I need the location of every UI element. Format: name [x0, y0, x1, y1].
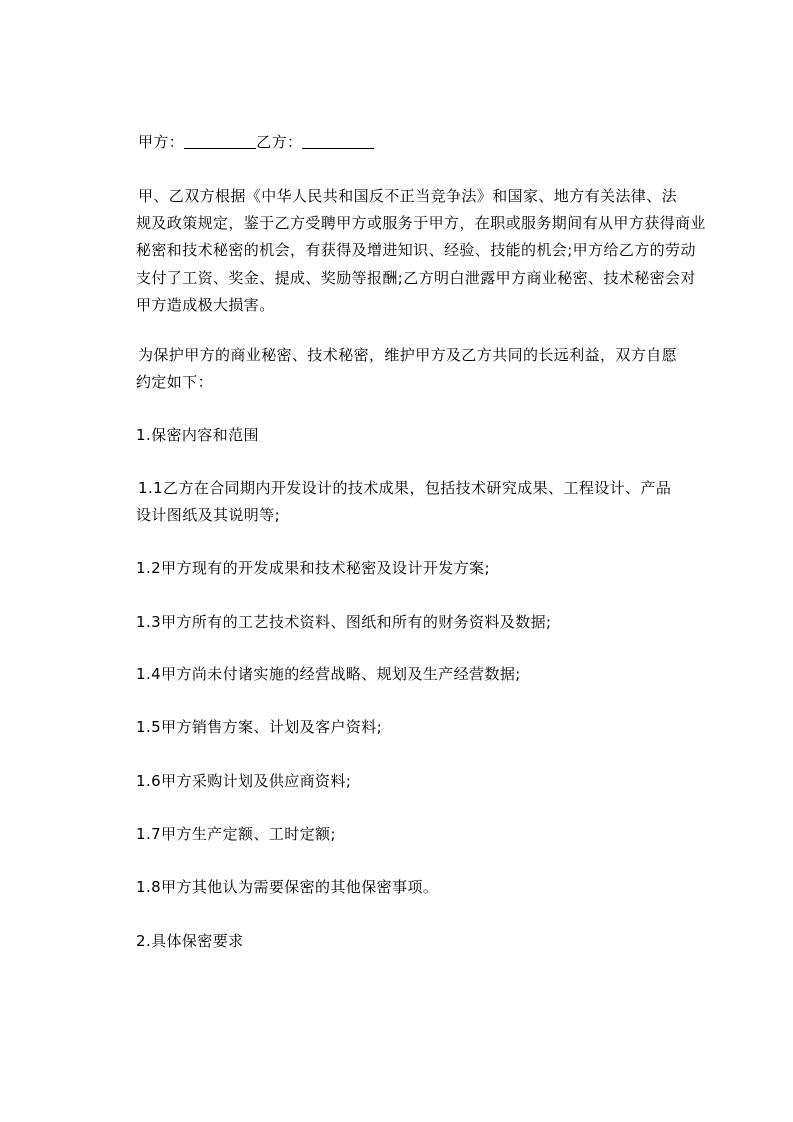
item-1-6: 1.6甲方采购计划及供应商资料; — [136, 772, 352, 790]
intro-line: 规及政策规定，鉴于乙方受聘甲方或服务于甲方，在职或服务期间有从甲方获得商业 — [136, 214, 706, 232]
party-a-label: 甲方： — [138, 133, 185, 151]
intro-line: 支付了工资、奖金、提成、奖励等报酬;乙方明白泄露甲方商业秘密、技术秘密会对 — [136, 269, 696, 287]
item-1-7: 1.7甲方生产定额、工时定额; — [136, 825, 336, 843]
party-a-blank — [184, 134, 256, 149]
parties-line — [138, 132, 374, 152]
item-1-5: 1.5甲方销售方案、计划及客户资料; — [136, 718, 383, 736]
purpose-line: 为保护甲方的商业秘密、技术秘密，维护甲方及乙方共同的长远利益，双方自愿 — [138, 346, 678, 364]
section-2-heading: 2.具体保密要求 — [136, 932, 244, 950]
purpose-line: 约定如下： — [136, 373, 214, 391]
party-b-label: 乙方： — [256, 133, 303, 151]
item-1-1-line: 设计图纸及其说明等; — [136, 506, 281, 524]
item-1-2: 1.2甲方现有的开发成果和技术秘密及设计开发方案; — [136, 559, 490, 577]
item-1-8: 1.8甲方其他认为需要保密的其他保密事项。 — [136, 878, 439, 896]
item-1-1-line: 1.1乙方在合同期内开发设计的技术成果，包括技术研究成果、工程设计、产品 — [138, 479, 672, 497]
item-1-3: 1.3甲方所有的工艺技术资料、图纸和所有的财务资料及数据; — [136, 613, 552, 631]
intro-line: 甲、乙双方根据《中华人民共和国反不正当竞争法》和国家、地方有关法律、法 — [138, 187, 678, 205]
section-1-heading: 1.保密内容和范围 — [136, 426, 259, 444]
item-1-4: 1.4甲方尚未付诸实施的经营战略、规划及生产经营数据; — [136, 665, 521, 683]
intro-line: 甲方造成极大损害。 — [136, 296, 275, 314]
intro-line: 秘密和技术秘密的机会，有获得及增进知识、经验、技能的机会;甲方给乙方的劳动 — [136, 241, 696, 259]
party-b-blank — [302, 134, 374, 149]
